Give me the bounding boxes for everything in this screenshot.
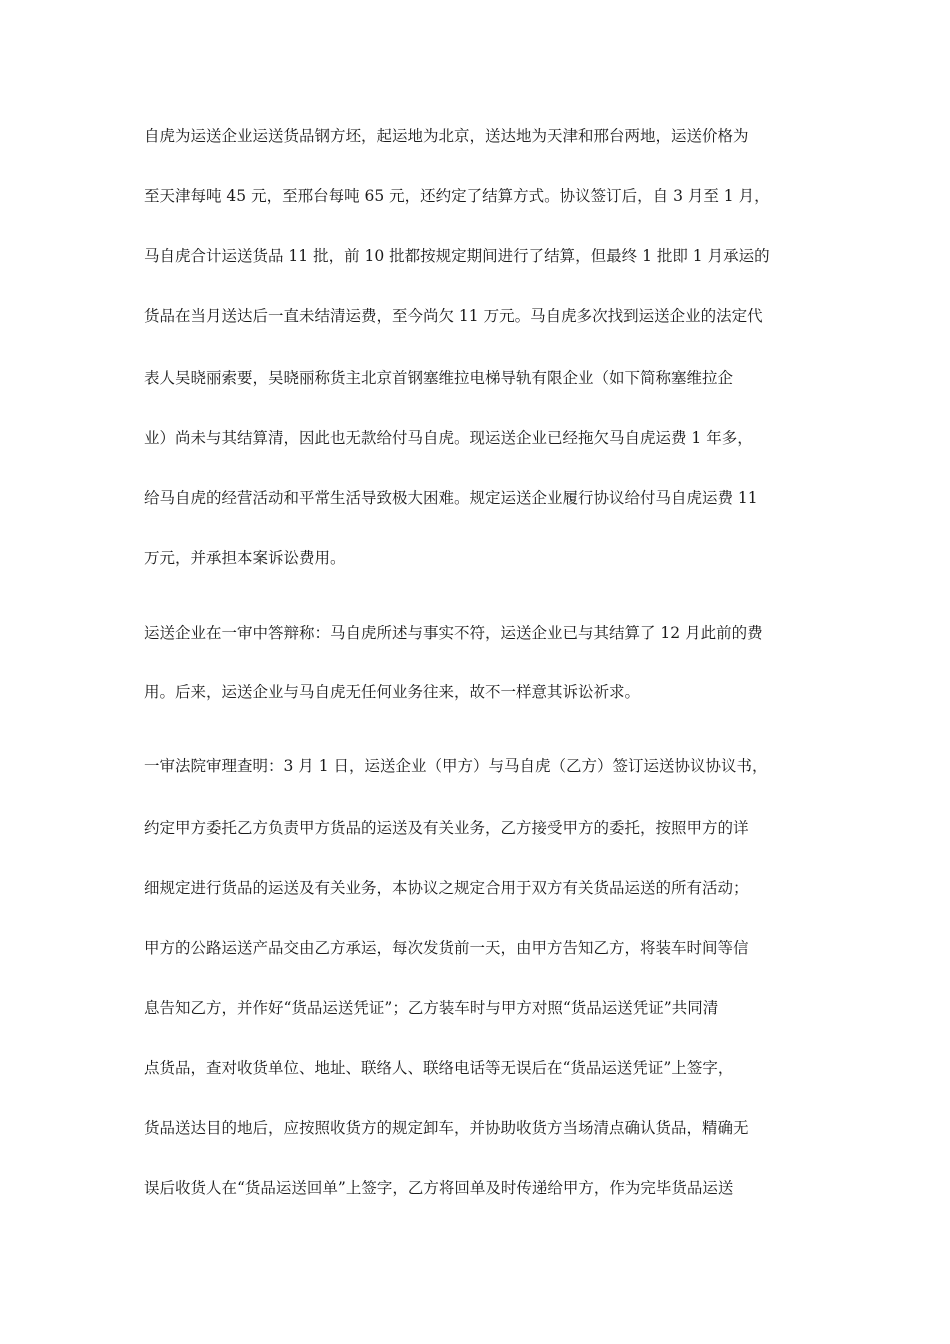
paragraph-1-line-7: 给马自虎的经营活动和平常生活导致极大困难。规定运送企业履行协议给付马自虎运费 11 bbox=[144, 489, 758, 507]
paragraph-3-line-6: 点货品，查对收货单位、地址、联络人、联络电话等无误后在“货品运送凭证”上签字， bbox=[144, 1059, 734, 1077]
paragraph-1-line-5: 表人吴晓丽索要，吴晓丽称货主北京首钢塞维拉电梯导轨有限企业（如下简称塞维拉企 bbox=[144, 369, 734, 387]
paragraph-1-line-3: 马自虎合计运送货品 11 批，前 10 批都按规定期间进行了结算，但最终 1 批即 1 月承运的 bbox=[144, 247, 770, 265]
paragraph-3-line-3: 细规定进行货品的运送及有关业务，本协议之规定合用于双方有关货品运送的所有活动； bbox=[144, 879, 749, 897]
paragraph-1-line-8: 万元，并承担本案诉讼费用。 bbox=[144, 549, 346, 567]
paragraph-1-line-6: 业）尚未与其结算清，因此也无款给付马自虎。现运送企业已经拖欠马自虎运费 1 年多， bbox=[144, 429, 753, 447]
paragraph-3-line-7: 货品送达目的地后，应按照收货方的规定卸车，并协助收货方当场清点确认货品，精确无 bbox=[144, 1119, 749, 1137]
paragraph-1-line-2: 至天津每吨 45 元，至邢台每吨 65 元，还约定了结算方式。协议签订后，自 3 月至 1 月， bbox=[144, 187, 770, 205]
paragraph-3-line-4: 甲方的公路运送产品交由乙方承运，每次发货前一天，由甲方告知乙方，将装车时间等信 bbox=[144, 939, 749, 957]
paragraph-2-line-1: 运送企业在一审中答辩称：马自虎所述与事实不符，运送企业已与其结算了 12 月此前的费 bbox=[144, 624, 763, 642]
paragraph-2-line-2: 用。后来，运送企业与马自虎无任何业务往来，故不一样意其诉讼祈求。 bbox=[144, 683, 641, 701]
paragraph-1-line-1: 自虎为运送企业运送货品钢方坯，起运地为北京，送达地为天津和邢台两地，运送价格为 bbox=[144, 127, 749, 145]
paragraph-3-line-5: 息告知乙方，并作好“货品运送凭证”；乙方装车时与甲方对照“货品运送凭证”共同清 bbox=[144, 999, 719, 1017]
paragraph-3-line-2: 约定甲方委托乙方负责甲方货品的运送及有关业务，乙方接受甲方的委托，按照甲方的详 bbox=[144, 819, 749, 837]
paragraph-3-line-8: 误后收货人在“货品运送回单”上签字，乙方将回单及时传递给甲方，作为完毕货品运送 bbox=[144, 1179, 734, 1197]
paragraph-3-line-1: 一审法院审理查明：3 月 1 日，运送企业（甲方）与马自虎（乙方）签订运送协议协议书， bbox=[144, 757, 768, 775]
paragraph-1-line-4: 货品在当月送达后一直未结清运费，至今尚欠 11 万元。马自虎多次找到运送企业的法定代 bbox=[144, 307, 763, 325]
